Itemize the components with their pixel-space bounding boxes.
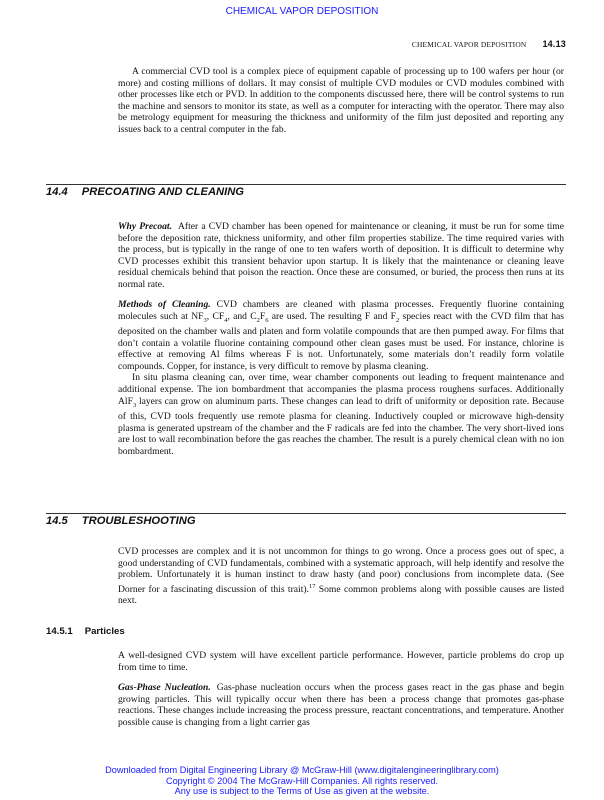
- section-number: 14.4: [46, 186, 68, 198]
- top-banner: CHEMICAL VAPOR DEPOSITION: [225, 6, 379, 17]
- running-head: [412, 39, 566, 49]
- subscript: 3: [132, 401, 137, 409]
- subsection-heading: [46, 626, 125, 637]
- paragraph-text: , CF: [206, 310, 225, 322]
- paragraph-text: After a CVD chamber has been opened for maintenance or cleaning, it must be run for some time before the deposition rate, thickness uniformity, and other film properties stabilize. The time required varies with the process, but is typically in the range of one to ten wafers worth of deposition. It is difficult to determine why CVD processes exhibit this transient behavior upon startup. It is likely that the maintenance or cleaning leave residual chemicals behind that poison the reaction. Once these are consumed, or buried, the process then runs at its normal rate.: [118, 221, 564, 290]
- section-heading: [46, 186, 566, 198]
- section-title: PRECOATING AND CLEANING: [81, 186, 244, 198]
- paragraph-text: layers can grow on aluminum parts. These changes can lead to drift of uniformity or deposition rate. Because of this, CVD tools frequently use remote plasma for cleaning. Inductively coupled or microwave high-density plasma is generated upstream of the chamber and the F radicals are fed into the chamber. The very short-lived ions are lost to wall recombination before the gas reaches the chamber. The result is a purely chemical clean with no ion bombardment.: [118, 395, 564, 457]
- paragraph-text: CVD chambers are cleaned with plasma processes. Frequently fluorine containing molecules such at NF: [118, 299, 564, 322]
- subscript: 4: [224, 316, 228, 324]
- paragraph-text: In situ plasma cleaning can, over time, wear chamber components out leading to frequent maintenance and additional expense. The ion bombardment that accompanies the plasma process roughens surfaces. Additionally AlF: [118, 372, 564, 407]
- troubleshooting-paragraph: [118, 546, 564, 607]
- footer-terms: Any use is subject to the Terms of Use as given at the website.: [174, 786, 430, 796]
- paragraph-text: Gas-phase nucleation occurs when the process gases react in the gas phase and begin growing particles. This will typically occur when there has been a process change that promotes gas-phase reactions. These changes include increasing the process pressure, reactant concentrations, and temperature. Another possible cause is changing from a light carrier gas: [118, 682, 565, 728]
- section-14-4-body: [118, 221, 564, 457]
- section-14-5-body: [118, 546, 564, 607]
- paragraph-text: , and C: [227, 310, 257, 322]
- running-head-title: CHEMICAL VAPOR DEPOSITION: [411, 40, 527, 49]
- particles-paragraph: A well-designed CVD system will have excellent particle performance. However, particle problems do crop up from time to time.: [118, 650, 564, 673]
- intro-paragraph: A commercial CVD tool is a complex piece of equipment capable of processing up to 100 wafers per hour (or more) and costing millions of dollars. It may consist of multiple CVD modules or CVD modules combined with other processes like etch or PVD. In addition to the components discussed here, there will be control systems to run the machine and sensors to monitor its state, as well as a computer for interacting with the operator. There may also be metrology equipment for measuring the thickness and uniformity of the film just deposited and reporting any issues back to a central computer in the fab.: [118, 66, 564, 135]
- footer-copyright: Copyright © 2004 The McGraw-Hill Companies. All rights reserved.: [165, 775, 439, 786]
- subscript: 2: [256, 316, 260, 324]
- run-in-heading: Methods of Cleaning.: [118, 299, 211, 311]
- subsection-title: Particles: [84, 626, 125, 637]
- intro-block: [118, 66, 564, 135]
- methods-of-cleaning-paragraph: [118, 299, 564, 372]
- download-footer: [0, 765, 604, 797]
- subscript: 2: [395, 316, 400, 324]
- section-divider: [46, 513, 566, 514]
- paragraph-text: are used. The resulting F and F: [268, 310, 396, 322]
- subsection-14-5-1-body: [118, 650, 564, 728]
- run-in-heading: Gas-Phase Nucleation.: [118, 682, 211, 694]
- why-precoat-paragraph: [118, 221, 564, 290]
- in-situ-paragraph: [118, 372, 564, 457]
- footer-link[interactable]: Downloaded from Digital Engineering Library @ McGraw-Hill (www.digitalengineeringlibrary.com): [105, 765, 499, 775]
- section-heading: [46, 515, 566, 527]
- paragraph-text: Some common problems along with possible causes are listed next.: [118, 583, 564, 607]
- page-number: 14.13: [542, 39, 566, 49]
- section-title: TROUBLESHOOTING: [81, 515, 196, 527]
- section-divider: [46, 184, 566, 185]
- subscript: 3: [203, 316, 207, 324]
- paragraph-text: species react with the CVD film that has deposited on the chamber walls and platen and form volatile compounds that are then pumped away. For films that don’t contain a volatile fluorine containing compound other clean gases must be used. For instance, chlorine is effective at removing Al films whereas F is not. Unfortunately, some materials don’t readily form volatile compounds. Copper, for instance, is very difficult to remove by plasma cleaning.: [118, 310, 564, 372]
- subscript: 6: [265, 316, 269, 324]
- run-in-heading: Why Precoat.: [118, 221, 172, 232]
- paragraph-text: CVD processes are complex and it is not uncommon for things to go wrong. Once a process goes out of spec, a good understanding of CVD fundamentals, combined with a systematic approach, will help identify and resolve the problem. Unfortunately it is human instinct to draw hasty (and poor) conclusions from incomplete data. (See Dorner for a fascinating discussion of this trait).: [118, 546, 564, 595]
- subsection-number: 14.5.1: [46, 626, 73, 637]
- section-number: 14.5: [46, 515, 68, 527]
- reference-superscript: 17: [308, 582, 316, 590]
- paragraph-text: F: [259, 310, 266, 322]
- gas-phase-paragraph: [118, 682, 564, 728]
